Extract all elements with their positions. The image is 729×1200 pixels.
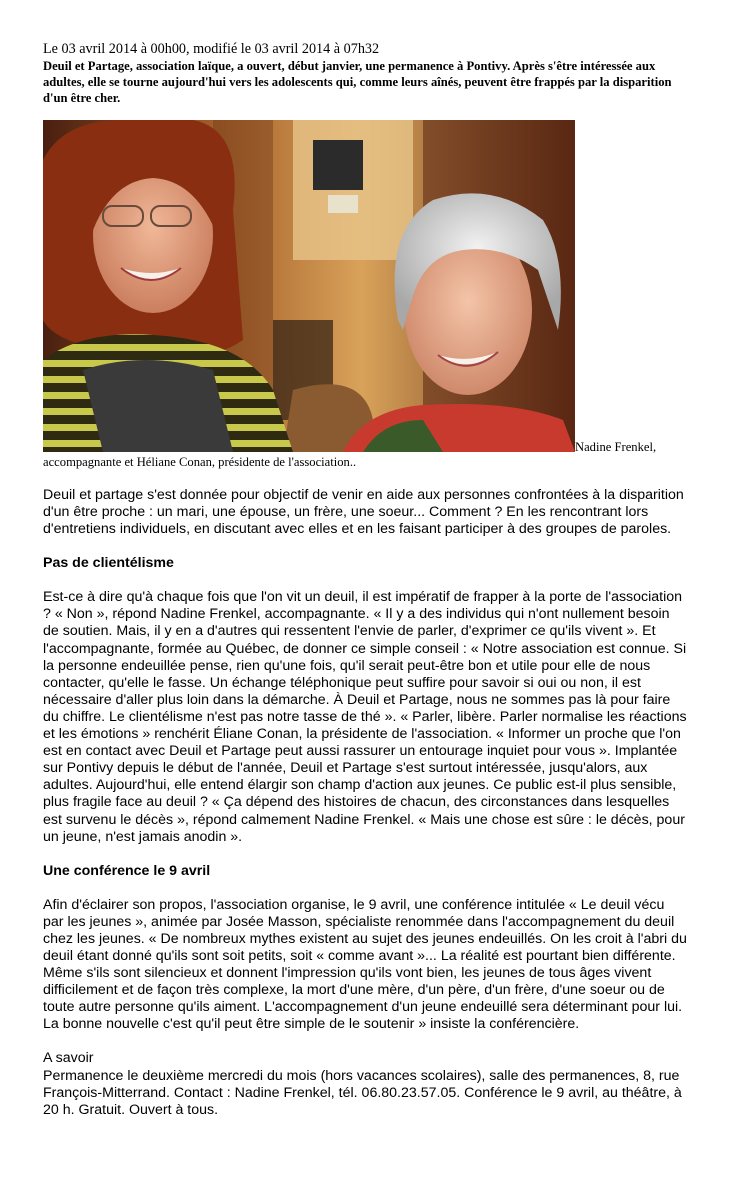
info-body: Permanence le deuxième mercredi du mois (hors vacances scolaires), salle des permanences, 8, rue François-Mitterrand. Contact : Nadine Frenkel, tél. 06.80.23.57.05. Conférence le 9 avril, au théâtre, à 20 h. Gratuit. Ouvert à tous. <box>43 1067 682 1118</box>
section-heading-conference: Une conférence le 9 avril <box>43 862 211 879</box>
intro-paragraph: Deuil et partage s'est donnée pour objectif de venir en aide aux personnes confrontées à la disparition d'un être proche : un mari, une épouse, un frère, une soeur... Comment ? En les rencontrant lors d'entretiens individuels, en discutant avec elles et en les faisant participer à des groupes de paroles. <box>43 487 684 538</box>
info-label: A savoir <box>43 1050 94 1067</box>
article-lede: Deuil et Partage, association laïque, a ouvert, début janvier, une permanence à Pontivy. Après s'être intéressée aux adultes, elle se tourne aujourd'hui vers les adolescents qui, comme leurs aînés, peuvent être frappés par la disparition d'un être cher. <box>43 59 672 105</box>
section-heading-clientelisme: Pas de clientélisme <box>43 555 174 572</box>
section-body-clientelisme: Est-ce à dire qu'à chaque fois que l'on vit un deuil, il est impératif de frapper à la porte de l'association ? « Non », répond Nadine Frenkel, accompagnante. « Il y a des individus qui n'ont nullement besoin de soutien. Mais, il y en a d'autres qui ressentent l'envie de parler, d'exprimer ce qu'ils vivent ». Et l'accompagnante, formée au Québec, de donner ce simple conseil : « Notre association est connue. Si la personne endeuillée pense, rien qu'une fois, qu'il serait peut-être bon et utile pour elle de nous contacter, qu'elle le fasse. Un échange téléphonique peut suffire pour savoir si oui ou non, il est nécessaire d'aller plus loin dans la démarche. À Deuil et Partage, nous ne sommes pas là pour faire du chiffre. Le clientélisme n'est pas notre tasse de thé ». « Parler, libère. Parler normalise les réactions et les émotions » renchérit Éliane Conan, la présidente de l'association. « Informer un proche que l'on est en contact avec Deuil et Partage peut aussi rassurer un entourage inquiet pour vous ». Implantée sur Pontivy depuis le début de l'année, Deuil et Partage s'est surtout intéressée, jusqu'alors, aux adultes. Aujourd'hui, elle entend élargir son champ d'action aux jeunes. Ce public est-il plus sensible, plus fragile face au deuil ? « Ça dépend des histoires de chacun, des circonstances dans lesquelles est survenu le décès », répond calmement Nadine Frenkel. « Mais une chose est sûre : le décès, pour un jeune, n'est jamais anodin ». <box>43 589 687 845</box>
article-photo <box>43 120 575 452</box>
article <box>43 41 687 1119</box>
photo-caption-part1: Nadine Frenkel, <box>575 440 657 454</box>
photo-row <box>43 120 687 452</box>
photo-caption-part2: accompagnante et Héliane Conan, présidente de l'association.. <box>43 455 357 469</box>
section-body-conference: Afin d'éclairer son propos, l'association organise, le 9 avril, une conférence intitulée « Le deuil vécu par les jeunes », animée par Josée Masson, spécialiste renommée dans l'accompagnement du deuil chez les jeunes. « De nombreux mythes existent au sujet des jeunes endeuillés. On les croit à l'abri du deuil étant donné qu'ils sont soit petits, soit « comme avant »... La réalité est pourtant bien différente. Même s'ils sont silencieux et donnent l'impression qu'ils vont bien, les jeunes de tous âges vivent difficilement et de façon très complexe, la mort d'une mère, d'un père, d'un frère, d'une soeur ou de toute autre personne qu'ils aiment. L'accompagnement d'un jeune endeuillé sera déterminant pour lui. La bonne nouvelle c'est qu'il peut être simple de le soutenir » insiste la conférencière. <box>43 896 687 1033</box>
article-dateline: Le 03 avril 2014 à 00h00, modifié le 03 avril 2014 à 07h32 <box>43 41 380 57</box>
